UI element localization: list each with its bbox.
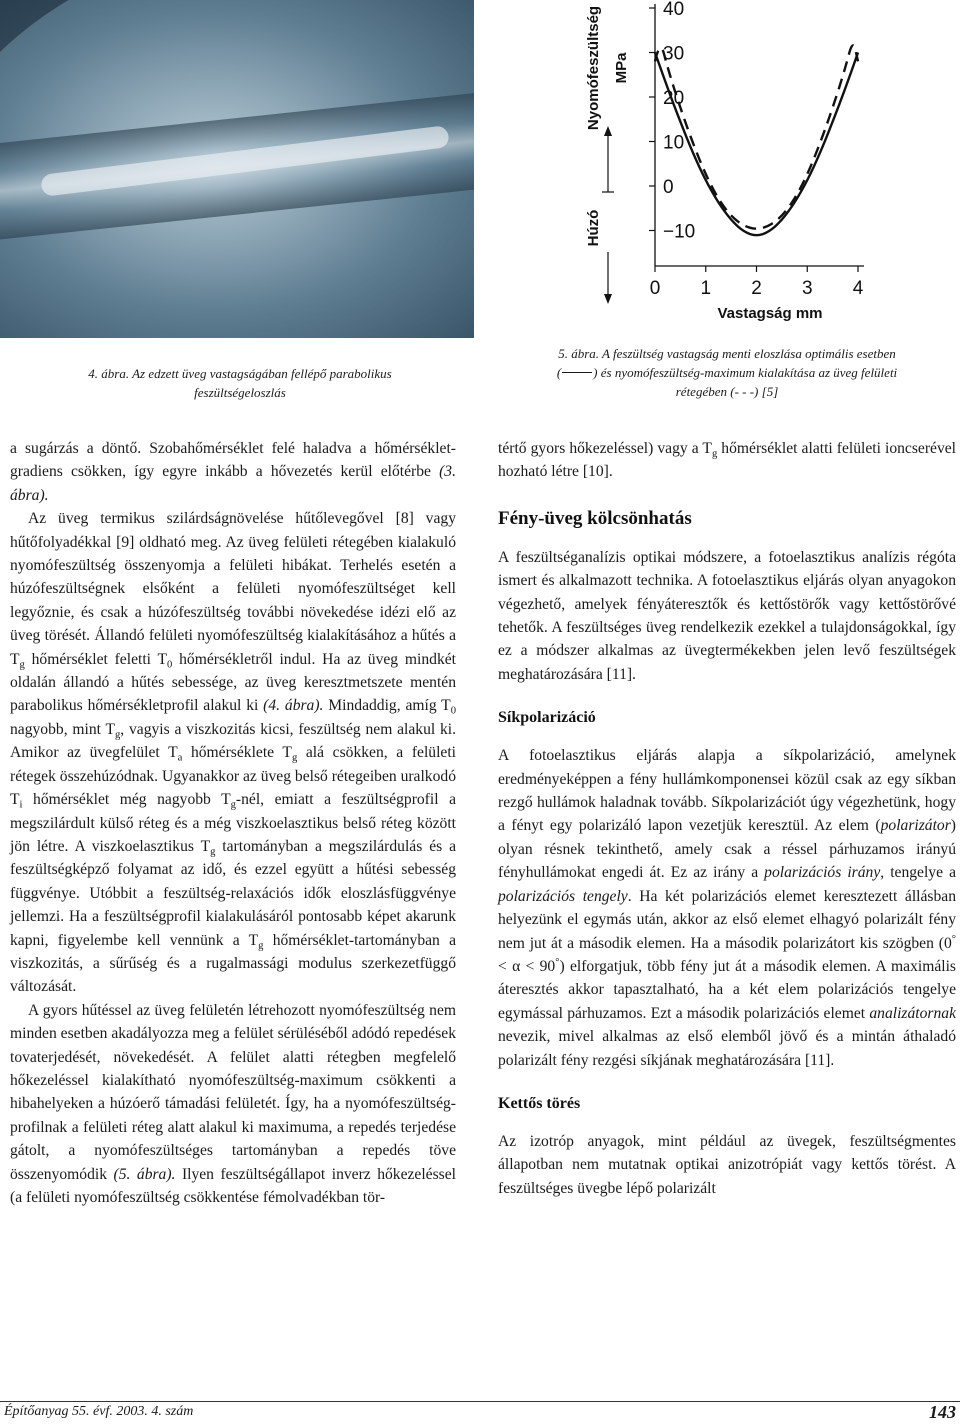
figure-5-caption-line: rétegében (- - -) [5] xyxy=(675,384,779,399)
text: nevezik, mivel alkalmas az első elemből jövő és a mintán áthaladó polarizált fény rezgési síkjának meghatározására [11]. xyxy=(498,1028,956,1069)
text: Ilyen feszültségállapot inverz hőkezeléssel (a felületi nyomófeszültség csökkentése fémolvadékban tör- xyxy=(10,1165,456,1206)
journal-footer: Építőanyag 55. évf. 2003. 4. szám xyxy=(4,1404,194,1419)
text: alá csökken, a felületi rétegek összehúzódnak. Ugyanakkor az üveg belső rétegeiben uralkodó T xyxy=(10,744,457,809)
x-tick-label: 4 xyxy=(852,278,864,299)
subscript: g xyxy=(210,846,216,858)
y-tick-label: −10 xyxy=(663,221,696,243)
page-number: 143 xyxy=(929,1402,956,1422)
degree-sign: ° xyxy=(555,956,560,968)
term: polarizációs tengely xyxy=(498,887,628,905)
paragraph xyxy=(10,437,456,507)
subscript: g xyxy=(258,940,264,952)
figure-ref: (3. ábra). xyxy=(10,463,456,504)
y-tick-label: 0 xyxy=(663,177,674,198)
paragraph xyxy=(498,744,956,1072)
text: hőmérsékletről indul. Ha az üveg mindkét oldalán állandó a hűtés sebessége, az üveg keresztmetszete mentén parabolikus hőmérsékletprofil alakul ki xyxy=(10,650,457,715)
subscript: 0 xyxy=(450,706,457,718)
caption-open-paren: ( xyxy=(556,365,562,380)
subscript: g xyxy=(19,659,25,671)
compressive-arrow-icon xyxy=(604,126,612,136)
subscript: g xyxy=(291,752,298,764)
text: tartományban a megszilárdulás és a feszültségképző folyamat az idő, és ezzel együtt a hűtési sebesség függvénye. Utóbbit a feszültség-relaxációs idők eloszlásfüggvénye jellemzi. Ha a feszültségprofil kialakulásáról pontosabb képet akarunk kapni, figyelembe kell vennünk a T xyxy=(10,837,456,949)
subscript: i xyxy=(19,799,23,811)
x-tick-label: 0 xyxy=(649,278,661,299)
y-tick-label: 10 xyxy=(663,132,685,154)
paragraph: A feszültséganalízis optikai módszere, a fotoelasztikus analízis régóta ismert és alkalmazott technika. A fotoelasztikus eljárás olyan anyagokon végezhető, amelyek fényáteresztők és kettőstörők vagy kettőstörővé tehetők. A feszültséges üveg rendelkezik ezekkel a tulajdonságokkal, így ez a módszer alkalmas az üvegtermékekben jelen levő feszültségek meghatározására [11]. xyxy=(498,548,956,683)
unit-label: MPa xyxy=(613,52,630,84)
figure-5-caption xyxy=(498,344,956,401)
figure-5-caption-text: ) és nyomófeszültség-maximum kialakítása az üveg felületi xyxy=(593,365,898,380)
paragraph: Az izotróp anyagok, mint például az üvegek, feszültségmentes állapotban nem mutatnak optikai anizotrópiát vagy kettős törést. A feszültséges üvegbe lépő polarizált xyxy=(498,1132,956,1197)
paragraph xyxy=(10,999,456,1210)
figure-ref: (5. ábra). xyxy=(113,1165,176,1183)
text: , vagyis a viszkozitás kicsi, feszültség nem alakul ki. Amikor az üvegfelület T xyxy=(10,720,457,762)
y-tick-label: 30 xyxy=(663,43,685,65)
subscript: g xyxy=(230,799,236,811)
term: polarizátor xyxy=(880,817,951,835)
subscript: a xyxy=(177,752,183,764)
text: hőmérséklet még nagyobb T xyxy=(22,791,231,809)
footer-rule xyxy=(0,1401,960,1402)
x-tick-label: 2 xyxy=(751,278,762,299)
text: < α < 90 xyxy=(498,957,556,975)
tensile-arrow-icon xyxy=(604,294,612,304)
subscript: g xyxy=(711,448,718,460)
chart-labels xyxy=(585,6,823,322)
text: -nél, emiatt a feszültségprofil a megszilárdult külső réteg és a még viszkoelasztikus belső réteg között jön létre. A viszkoelasztikus T xyxy=(10,791,456,855)
paragraph xyxy=(10,507,456,999)
text: Az üveg termikus szilárdságnövelése hűtőlevegővel [8] vagy hűtőfolyadékkal [9] oldható meg. Az üveg felületi rétegében kialakuló nyomófeszültség összenyomja a felületi hibákat. Terhelés esetén a húzófeszültségnek elsőként a felületi nyomófeszültséget kell legyőznie, és csak a húzófeszültség további növekedése idézi elő az üveg törését. Állandó felületi nyomófeszültség kialakításához a hűtés a T xyxy=(10,510,456,668)
text: A gyors hűtéssel az üveg felületén létrehozott nyomófeszültség nem minden esetben akadályozza meg a felület sérüléséből adódó repedések tovaterjedését, növekedését. A felület alatti rétegben megfelelő hőkezeléssel kialakítható nyomófeszültség-maximum csökkenti a hibahelyeken a húzóerő támadási felületét. Így, ha a nyomófeszültség-profilnak a felületi réteg alatt alakul ki maximuma, a repedés terjedése gátolt, a nyomófeszültséges tartományban a repedés töve összenyomódik xyxy=(10,1001,456,1183)
text: hőmérséklet alatti felületi ioncserével hozható létre [10]. xyxy=(498,440,956,481)
degree-sign: ° xyxy=(951,933,956,945)
left-column xyxy=(10,437,456,1209)
x-tick-label: 3 xyxy=(801,278,813,299)
solid-series-line xyxy=(655,53,858,236)
term: polarizációs irány xyxy=(764,864,881,882)
right-column xyxy=(498,437,956,1200)
solid-line-legend-icon xyxy=(562,372,592,373)
figure-5-chart xyxy=(560,0,960,330)
text: hőmérséklet feletti T xyxy=(24,650,168,668)
term: analizátornak xyxy=(869,1004,956,1022)
text: a sugárzás a döntő. Szobahőmérséklet felé haladva a hőmérséklet-gradiens csökken, így egyre inkább a hővezetés kerül előtérbe xyxy=(10,440,456,481)
subsection-heading: Kettős törés xyxy=(498,1094,581,1112)
subscript: 0 xyxy=(167,659,173,671)
text: , tengelye a xyxy=(880,864,956,882)
figure-ref: (4. ábra). xyxy=(263,697,324,715)
text: A fotoelasztikus eljárás alapja a síkpolarizáció, amelynek eredményeképpen a fény hullámkomponensei közül csak az egy síkban rezgő hullámok haladnak tovább. Síkpolarizációt úgy végezhetünk, hogy a fényt egy polarizáló lapon vezetjük keresztül. Az elem ( xyxy=(498,747,956,835)
text: hőmérséklet-tartományban a viszkozitás, a sűrűség és a rugalmassági modulus szerkezetfüggő változását. xyxy=(10,931,456,996)
text: hőmérséklete T xyxy=(182,744,292,762)
chart-ticks xyxy=(649,0,864,299)
text: ) olyan résnek tekinthető, amely csak a réssel párhuzamos irányú fényhullámokat engedi át. Ez az irány a xyxy=(498,817,956,882)
x-tick-label: 1 xyxy=(700,278,712,299)
text: ) elforgatjuk, több fény jut át a második elemen. A maximális áteresztés akkor tapasztalható, ha a két elem polarizációs tengelye egymással párhuzamos. Ezt a második polarizációs elemet xyxy=(498,957,956,1022)
x-axis-label: Vastagság mm xyxy=(717,305,823,322)
figure-4-caption-line: 4. ábra. Az edzett üveg vastagságában fellépő parabolikus xyxy=(88,366,392,381)
figure-4-caption-line: feszültségeloszlás xyxy=(194,385,286,400)
section-heading: Fény-üveg kölcsönhatás xyxy=(498,507,692,529)
figure-4-photo xyxy=(0,0,474,338)
paragraph xyxy=(498,437,956,484)
text: . Ha két polarizációs elemet keresztezett állásban helyezünk el egymás után, akkor az első elemet elhagyó polarizált fény nem jut át a második elemen. Ha a második polarizátort kis szögben (0 xyxy=(498,887,957,952)
text: Mindaddig, amíg T xyxy=(323,697,451,715)
y-tick-label: 40 xyxy=(663,0,685,20)
compressive-label: Nyomófeszültség xyxy=(585,5,602,131)
figure-5-caption-line xyxy=(498,363,956,382)
text: nagyobb, mint T xyxy=(10,720,115,738)
figure-5-caption-line: 5. ábra. A feszültség vastagság menti eloszlása optimális esetben xyxy=(558,346,896,361)
figure-4-caption xyxy=(10,364,470,402)
tensile-label: Húzó xyxy=(585,209,602,247)
chart-lines xyxy=(655,45,858,235)
subscript: g xyxy=(115,729,121,741)
subsection-heading: Síkpolarizáció xyxy=(498,709,596,727)
y-tick-label: 20 xyxy=(663,88,685,109)
text: tértő gyors hőkezeléssel) vagy a T xyxy=(498,440,712,457)
